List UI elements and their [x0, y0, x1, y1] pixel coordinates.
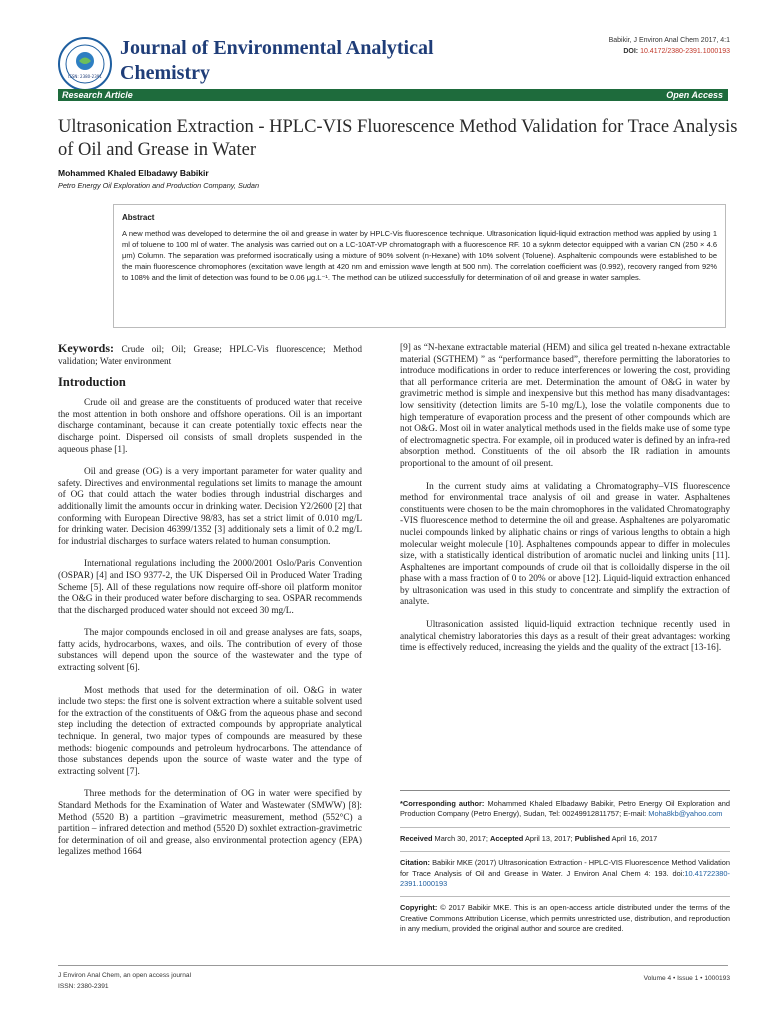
received-date: March 30, 2017;: [434, 833, 488, 843]
footer-issn: ISSN: 2380-2391: [58, 983, 109, 990]
abstract-box: [113, 204, 726, 328]
copyright-label: Copyright:: [400, 903, 438, 913]
paragraph: Ultrasonication assisted liquid-liquid extraction technique recently used in analytical chemistry laboratories this days as a result of their great advantages: working time is effectively reduced, increasing the yields and the quality of the extract [13-16].: [400, 620, 730, 654]
citation-doi-link[interactable]: 10.41722380-2391.1000193: [400, 868, 730, 889]
keywords-text: Crude oil; Oil; Grease; HPLC-Vis fluorescence; Method validation; Water environment: [58, 345, 363, 367]
footer-journal: [58, 970, 191, 992]
citation-label: Citation:: [400, 858, 430, 868]
copyright-text: © 2017 Babikir MKE. This is an open-access article distributed under the terms of the Creative Commons Attribution License, which permits unrestricted use, distribution, and reproduction in any medium, provided the original author and source are credited.: [400, 903, 730, 934]
divider: [400, 827, 730, 828]
paragraph: [9] as “N-hexane extractable material (HEM) and silica gel treated n-hexane extractable material (SGTHEM) ” as “performance based”, therefore permitting the laboratories to introduce modifications in order to reduce interferences or lowering the cost, providing that all performance criteria are met. Determination the amount of O&G in water by gravimetric method is simple and inexpensive but this method has many disadvantages: low sensitivity (detection limits are 5-10 mg/L), lose the volatile components due to high temperature of evaporation process and the present of other compounds which are not O&G. Most oil in water analytical methods used in the fields make use of some type of electromagnetic spectra. For example, oil in produced water is defined by an infra-red absorption method. Constituents of the oil absorb the IR radiation in amounts proportional to the amount of oil present.: [400, 343, 730, 469]
paragraph: Most methods that used for the determination of oil. O&G in water include two steps: the first one is solvent extraction where a suitable solvent used for the extraction of the constituents of O&G from the aqueous phase and second step including the detection of extracted compounds by appropriate analytical technique. In general, two major types of compounds are measured by these methods: biogenic compounds and petroleum hydrocarbons. The attendance of those substances depends upon the source of waste water and the type of extracting solvent [7].: [58, 685, 362, 777]
author-affiliation: Petro Energy Oil Exploration and Production Company, Sudan: [58, 181, 260, 190]
article-type-label: Research Article: [62, 90, 133, 100]
paragraph: Three methods for the determination of OG in water were specified by Standard Methods for the Examination of Water and Wastewater (SMWW) [8]: Method (5520 B) a partition –gravimetric measurement, method (552°C) a partition – infrared detection and method (5520 D) soxhlet extraction-gravimetric for determination of oil and grease, also environmental protection agency (EPA) legalizes method 1664: [58, 789, 362, 858]
journal-logo: [57, 36, 113, 92]
email-link[interactable]: Moha8kb@yahoo.com: [648, 809, 723, 819]
left-column: [58, 343, 362, 870]
article-type-bar: [58, 89, 728, 101]
footer-journal-name: J Environ Anal Chem, an open access journal: [58, 972, 192, 979]
abstract-heading: Abstract: [122, 213, 155, 222]
paragraph: In the current study aims at validating a Chromatography–VIS fluorescence method for environmental trace analysis of oil and grease in water. Asphaltenes constituents were chosen to be the main chromophores in the validated Chromatography -VIS fluorescence method to determine the oil and grease. Asphaltenes are polyaromatic nuclei compounds linked by aliphatic chains or rings of various lengths to obtain a high molecular weight molecule [10]. Asphaltenes compounds appear to differ in molecules size, with a statistically identical distribution of aromatic nuclei and linking units [11]. Asphaltenes are important compounds of crude oil that is colloidally disperse in the oil phase with a mass fraction of 0 to 20% or above [12]. Liquid-liquid extraction enhanced by ultrasonication was used in this study to concentrate and simplify the extraction of analyte.: [400, 481, 730, 608]
citation: [400, 858, 730, 889]
keywords-label: Keywords:: [58, 341, 114, 355]
paragraph: The major compounds enclosed in oil and grease analyses are fats, soaps, fatty acids, hydrocarbons, waxes, and oils. The contribution of every of those substances will depend upon the source of the wastewater and the type of extracting solvent [6].: [58, 628, 362, 674]
accepted-date: April 13, 2017;: [524, 833, 573, 843]
paragraph: Crude oil and grease are the constituents of produced water that receive the most attention in both onshore and offshore operations. Oil is an important discharge contaminant, because it can create potentially toxic effects near the discharge point. Dispersed oil consists of small droplets suspended in the aqueous phase [1].: [58, 398, 362, 455]
copyright: [400, 903, 730, 934]
divider: [400, 896, 730, 897]
received-label: Received: [400, 833, 433, 843]
divider: [400, 851, 730, 852]
correspondence-box: [400, 790, 730, 942]
journal-title: Journal of Environmental Analytical Chemistry: [120, 37, 434, 84]
section-heading-introduction: Introduction: [58, 375, 126, 390]
author-name: Mohammed Khaled Elbadawy Babikir: [58, 168, 209, 178]
dates: [400, 834, 730, 844]
doi-label: DOI:: [623, 48, 639, 55]
citation-text: Babikir MKE (2017) Ultrasonication Extraction - HPLC-VIS Fluorescence Method Validation for Trace Analysis of Oil and Grease in Water. J Environ Anal Chem 4: 193. doi:: [400, 858, 731, 878]
published-label: Published: [574, 833, 611, 843]
paragraph: Oil and grease (OG) is a very important parameter for water quality and safety. Directives and environmental regulations set limits to manage the amount of OG that could attach the water bodies through industrial discharges and additionally limit the amounts occur in drinking water. Decision Y2/2600 [2] that conforming with European Directive 98/83, has set a strict limit of 0.010 mg/L for drinking water. Decision 46399/1352 [3] additionaly sets a limit of 0.2 mg/L for industrial discharges to surface waters related to human consumption.: [58, 467, 362, 547]
accepted-label: Accepted: [490, 833, 524, 843]
corresponding-label: *Corresponding author:: [400, 799, 485, 808]
corresponding-text: Mohammed Khaled Elbadawy Babikir, Petro Energy Oil Exploration and Production Company (Petro Energy), Sudan, Tel: 00249912811757; E-mail:: [400, 799, 730, 819]
footer-divider: [58, 965, 728, 966]
paragraph: International regulations including the 2000/2001 Oslo/Paris Convention (OSPAR) [4] and ISO 9377-2, the UK Dispersed Oil in Produced Water Trading Scheme [5]. All of these regulations now require off-shore oil platform monitor the O&G in their produced water before discharging to sea. OSPAR recommends that the discharged produced water should not exceed 30 mg/L.: [58, 559, 362, 616]
doi-link[interactable]: 10.4172/2380-2391.1000193: [640, 48, 730, 55]
published-date: April 16, 2017: [611, 833, 658, 843]
keywords: [58, 343, 362, 368]
right-column: [400, 343, 730, 666]
article-title: Ultrasonication Extraction - HPLC-VIS Fluorescence Method Validation for Trace Analysis of Oil and Grease in Water: [58, 117, 738, 160]
svg-text:ISSN: 2380-2391: ISSN: 2380-2391: [68, 74, 102, 79]
open-access-label: Open Access: [666, 90, 723, 100]
header-citation: [609, 35, 730, 57]
footer-volume: Volume 4 • Issue 1 • 1000193: [643, 975, 730, 982]
abstract-text: A new method was developed to determine the oil and grease in water by HPLC-Vis fluorescence technique. Ultrasonication liquid-liquid extraction method was applied by using 1 ml of toluene to 100 ml of water. The analysis was carried out on a LC-10AT-VP chromatograph with a fluorescence RF. 10 a syknm detector equipped with a varian CN (250 × 4.6 μm) Column. The separation was preformed isocratically using a mixture of 90% solvent (n-Hexane) with 10% solvent (Toluene). Asphaltenic compounds were established to be the main fluorescence chromophores (excitation wave length at 420 nm and emission wave length at 500 nm). The correlation coefficient was (0.992), recovery ranged from 92% to 108% and the limit of detection was found to be 0.06 μg.L⁻¹. The method can be utilized successfully for determination of oil and grease in water samples.: [122, 229, 717, 282]
corresponding-author: [400, 799, 730, 820]
citation-short: Babikir, J Environ Anal Chem 2017, 4:1: [608, 37, 730, 44]
